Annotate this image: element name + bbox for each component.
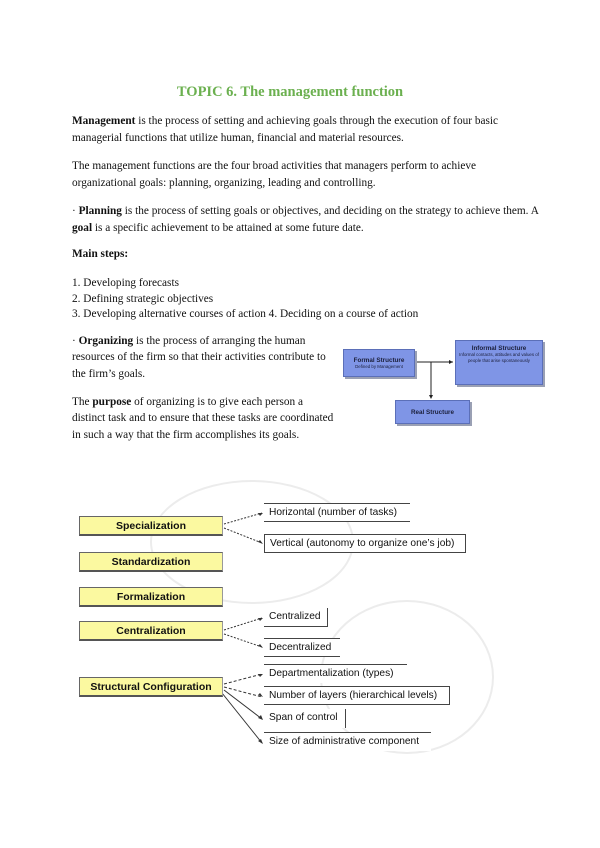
specialization-vertical: Vertical (autonomy to organize one’s job) [264, 534, 466, 553]
term-goal: goal [72, 221, 93, 234]
real-structure-title: Real Structure [410, 409, 455, 416]
dimension-structural-configuration: Structural Configuration [79, 677, 223, 697]
bullet: · [72, 205, 79, 217]
list-item: 1. Developing forecasts [72, 277, 179, 289]
dimension-standardization: Standardization [79, 552, 223, 572]
bullet: · [72, 335, 79, 347]
centralization-decentralized: Decentralized [264, 638, 340, 657]
config-size-admin-component: Size of administrative component [264, 732, 431, 751]
functions-text: The management functions are the four broad activities that managers perform to achieve organizational goals: planning, organizing, leading and controlling. [72, 160, 477, 189]
config-span-of-control: Span of control [264, 709, 346, 728]
term-management: Management [72, 115, 136, 127]
formal-structure-title: Formal Structure [353, 357, 405, 364]
centralization-centralized: Centralized [264, 608, 328, 627]
planning-text: is the process of setting goals or objectives, and deciding on the strategy to achieve them. A [121, 205, 539, 217]
dimension-formalization: Formalization [79, 587, 223, 607]
term-organizing: Organizing [78, 335, 134, 347]
list-item: 3. Developing alternative courses of action 4. Deciding on a course of action [72, 308, 419, 320]
config-departmentalization: Departmentalization (types) [264, 664, 407, 683]
config-number-of-layers: Number of layers (hierarchical levels) [264, 686, 450, 705]
informal-structure-title: Informal Structure [471, 345, 527, 352]
purpose-text: of organizing is to give each person a distinct task and to ensure that these tasks are coordinated in such a way that the firm accomplishes its goals. [72, 396, 334, 441]
management-definition: is the process of setting and achieving goals through the execution of four basic managerial functions that utilize human, financial and material resources. [72, 115, 499, 144]
page-title: TOPIC 6. The management function [176, 84, 404, 100]
purpose-prefix: The [72, 396, 93, 408]
term-planning: Planning [78, 205, 122, 217]
term-purpose: purpose [92, 396, 132, 408]
goal-text: is a specific achievement to be attained at some future date. [92, 221, 364, 234]
informal-structure-subtitle: Informal contacts, attitudes and values of people that arise spontaneously [459, 352, 539, 363]
dimension-centralization: Centralization [79, 621, 223, 641]
list-item: 2. Defining strategic objectives [72, 293, 214, 305]
dimension-specialization: Specialization [79, 516, 223, 536]
specialization-horizontal: Horizontal (number of tasks) [264, 503, 410, 522]
formal-structure-subtitle: Defined by Management [355, 364, 403, 369]
main-steps-heading: Main steps: [72, 248, 129, 260]
organizing-text: is the process of arranging the human resources of the firm so that their activities contribute to the firm’s goals. [72, 335, 326, 380]
